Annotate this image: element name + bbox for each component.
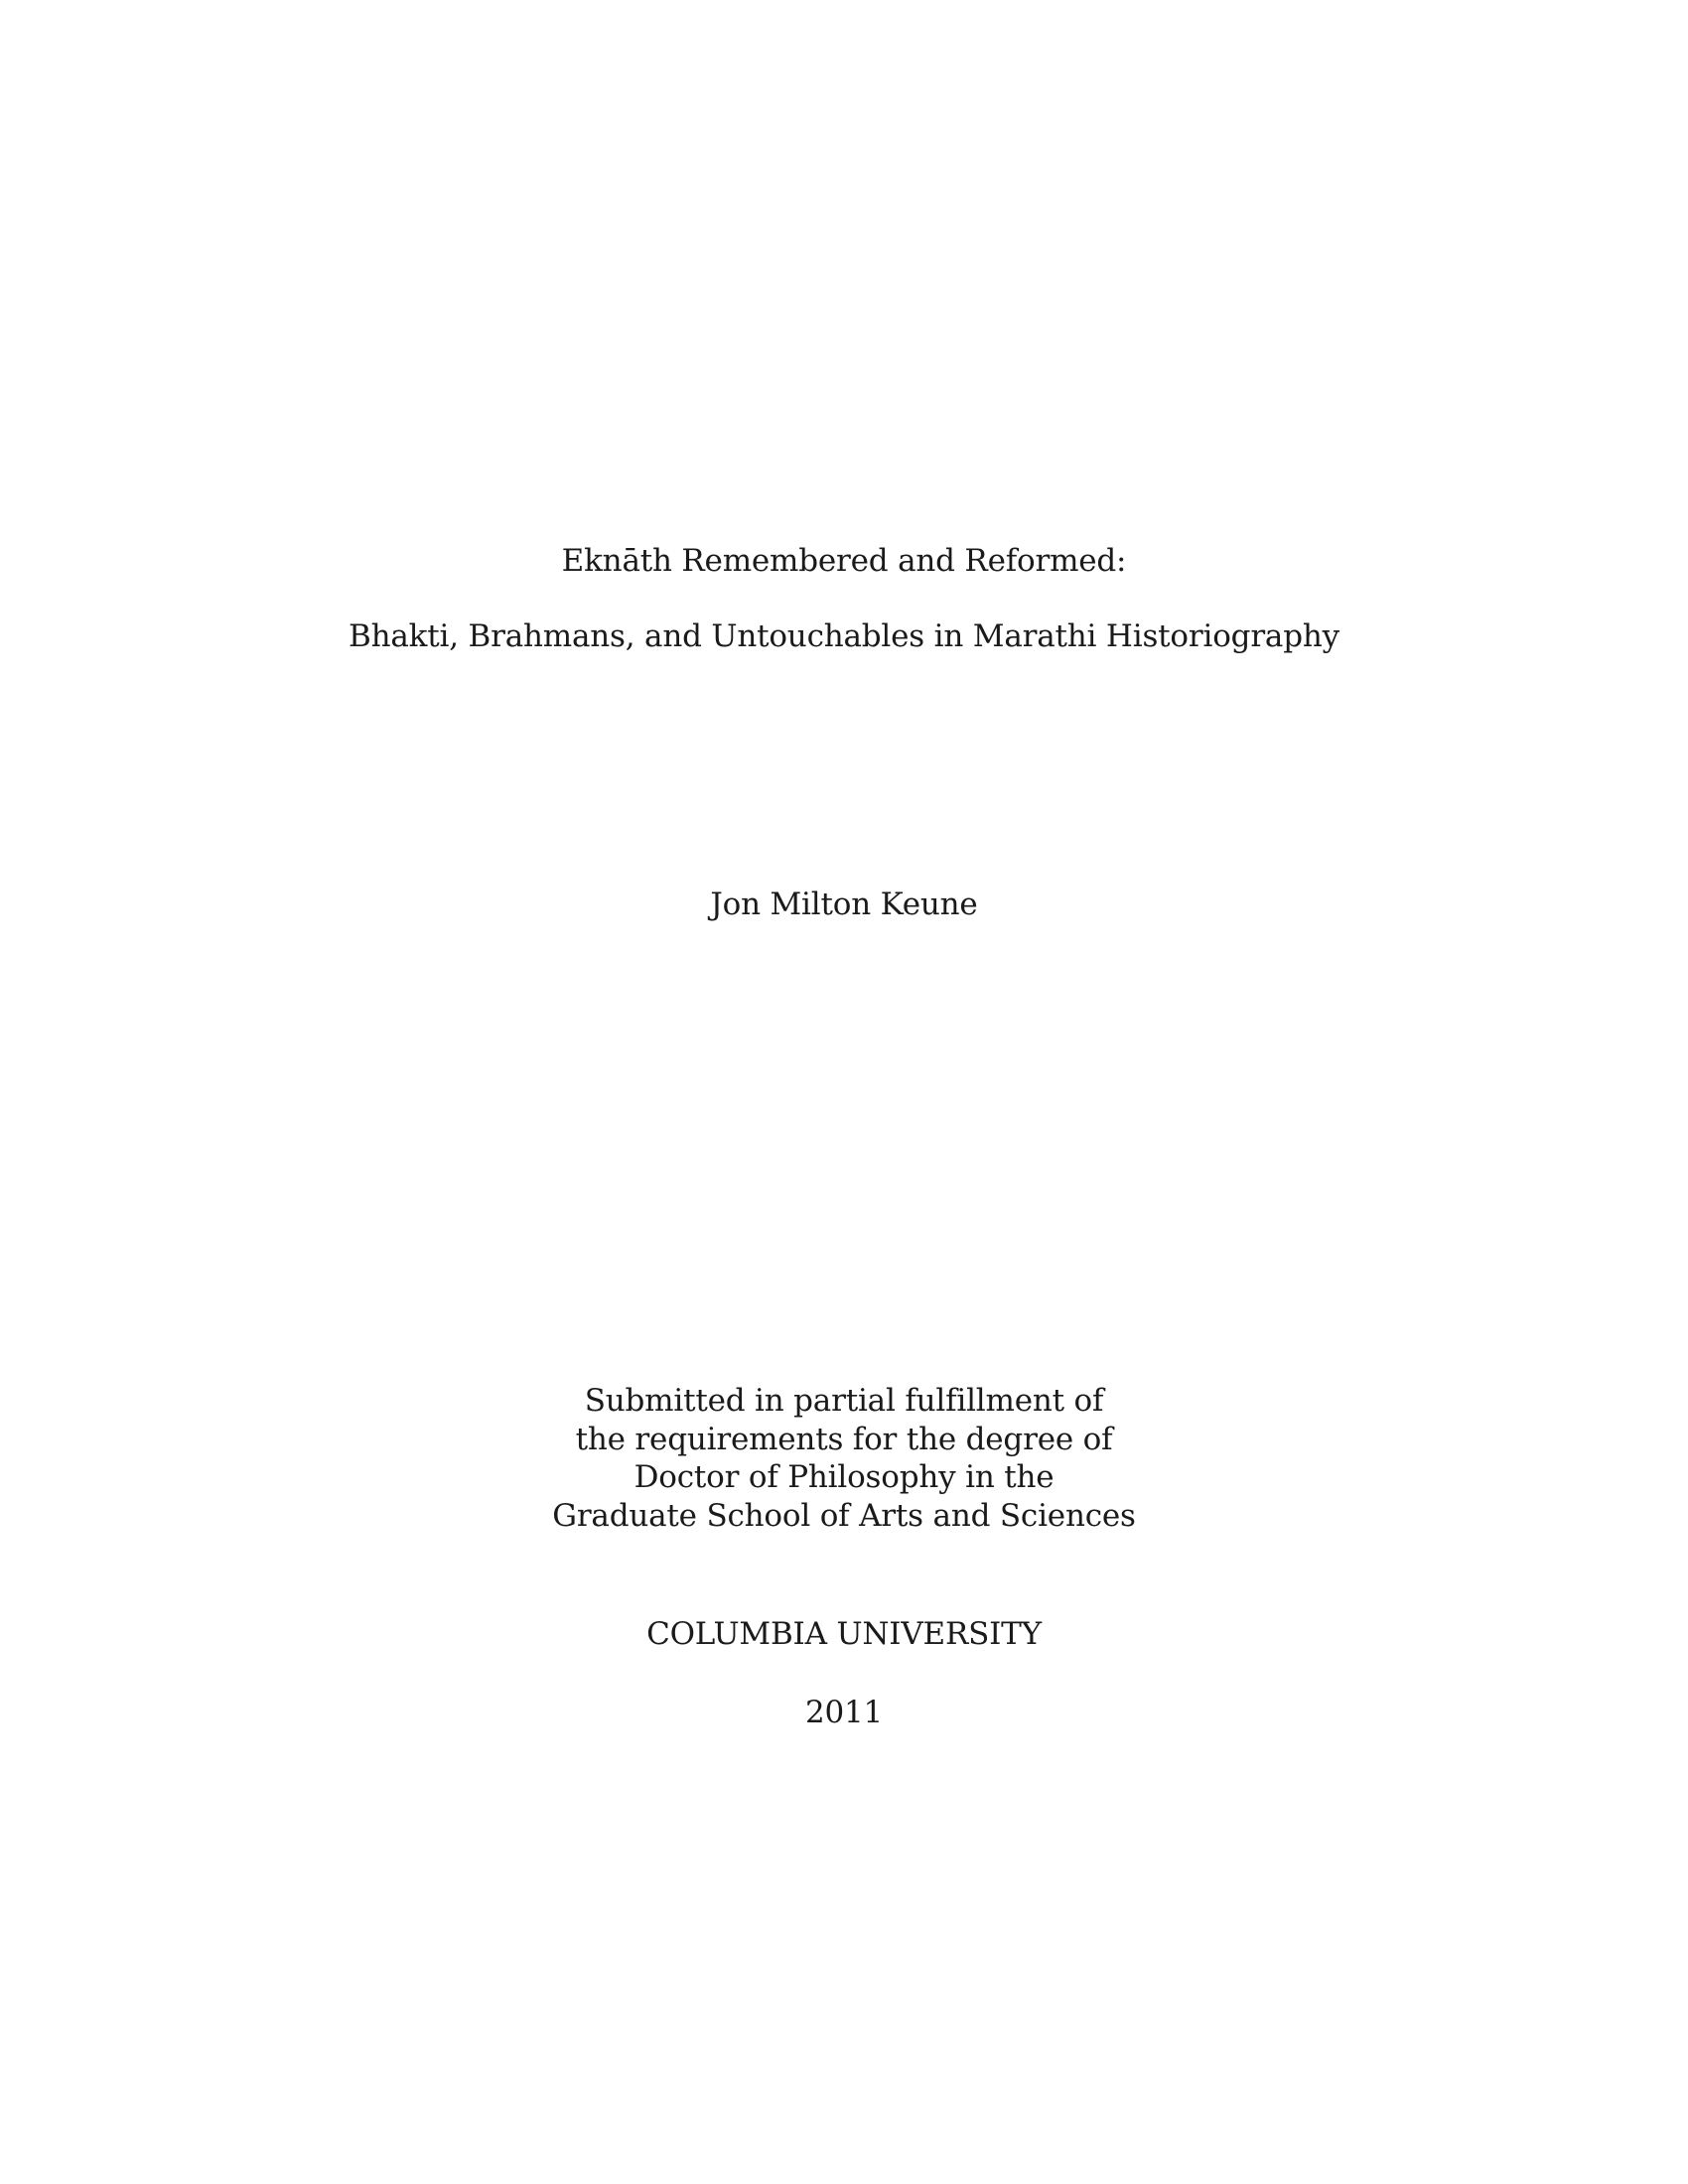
submission-line-1: Submitted in partial fulfillment of [584, 1383, 1104, 1419]
university-name: COLUMBIA UNIVERSITY [646, 1616, 1042, 1652]
author-name: Jon Milton Keune [710, 887, 978, 922]
submission-year: 2011 [804, 1695, 884, 1730]
submission-statement [0, 1382, 1688, 1535]
title-line-1: Eknāth Remembered and Reformed: [561, 543, 1127, 579]
title-line-2: Bhakti, Brahmans, and Untouchables in Marathi Historiography [349, 618, 1339, 654]
submission-line-3: Doctor of Philosophy in the [633, 1459, 1055, 1495]
submission-line-4: Graduate School of Arts and Sciences [552, 1497, 1136, 1534]
submission-line-2: the requirements for the degree of [575, 1421, 1113, 1457]
